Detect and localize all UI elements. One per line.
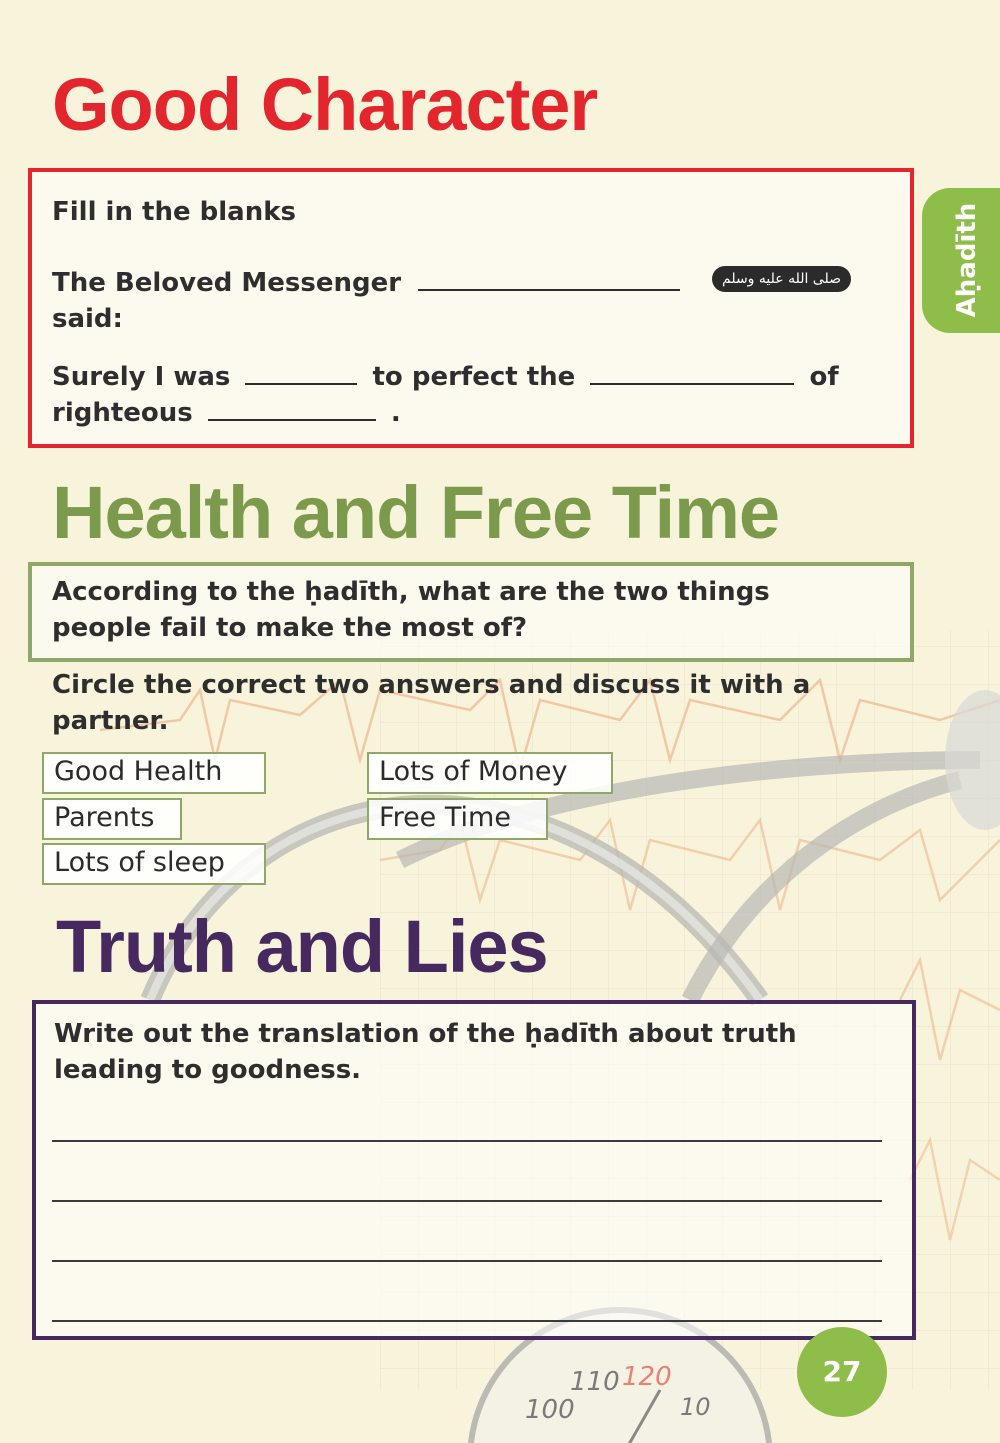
hadith-line-1 [52,265,680,301]
righteous-text: righteous [52,398,193,428]
option-lots-of-money[interactable]: Lots of Money [367,752,613,794]
writing-line-1[interactable] [52,1140,882,1142]
option-lots-of-sleep[interactable]: Lots of sleep [42,843,266,885]
health-question-line-2: people fail to make the most of? [52,613,528,643]
salutation-badge: صلى الله عليه وسلم [712,266,851,292]
truth-prompt-line-2: leading to goodness. [54,1055,362,1085]
said-text: said: [52,304,123,334]
circle-instruction-line-2: partner. [52,706,169,736]
blank-1[interactable] [418,265,680,291]
page-number-badge [797,1327,887,1417]
hadith-line-2 [52,359,839,395]
side-tab-label: Aḥadīth [952,202,982,318]
writing-line-3[interactable] [52,1260,882,1262]
writing-line-2[interactable] [52,1200,882,1202]
gauge-tick-label: 100 [525,1395,575,1425]
page-number: 27 [822,1355,862,1388]
truth-writing-box [32,1000,916,1340]
messenger-text: The Beloved Messenger [52,268,402,298]
good-character-heading: Good Character [52,63,598,146]
truth-prompt-line-1: Write out the translation of the ḥadīth about truth [54,1019,797,1049]
gauge-tick-label: 10 [680,1393,711,1421]
perfect-text: to perfect the [372,362,576,392]
option-good-health[interactable]: Good Health [42,752,266,794]
period-text: . [390,398,401,428]
blank-3[interactable] [590,359,794,385]
surely-text: Surely I was [52,362,231,392]
truth-heading: Truth and Lies [56,905,548,988]
fill-blanks-instruction: Fill in the blanks [52,197,296,227]
hadith-line-3 [52,395,401,431]
blank-4[interactable] [208,395,376,421]
health-question-line-1: According to the ḥadīth, what are the two things [52,577,770,607]
good-character-box [28,168,914,448]
circle-instruction-line-1: Circle the correct two answers and discuss it with a [52,670,811,700]
health-question-box [28,562,914,662]
option-free-time[interactable]: Free Time [367,798,548,840]
side-tab [922,188,1000,333]
blank-2[interactable] [245,359,357,385]
gauge-tick-label: 110 [570,1367,620,1397]
writing-line-4[interactable] [52,1320,882,1322]
gauge-tick-label: 120 [622,1362,672,1392]
health-heading: Health and Free Time [52,471,780,554]
of-text: of [809,362,839,392]
option-parents[interactable]: Parents [42,798,182,840]
